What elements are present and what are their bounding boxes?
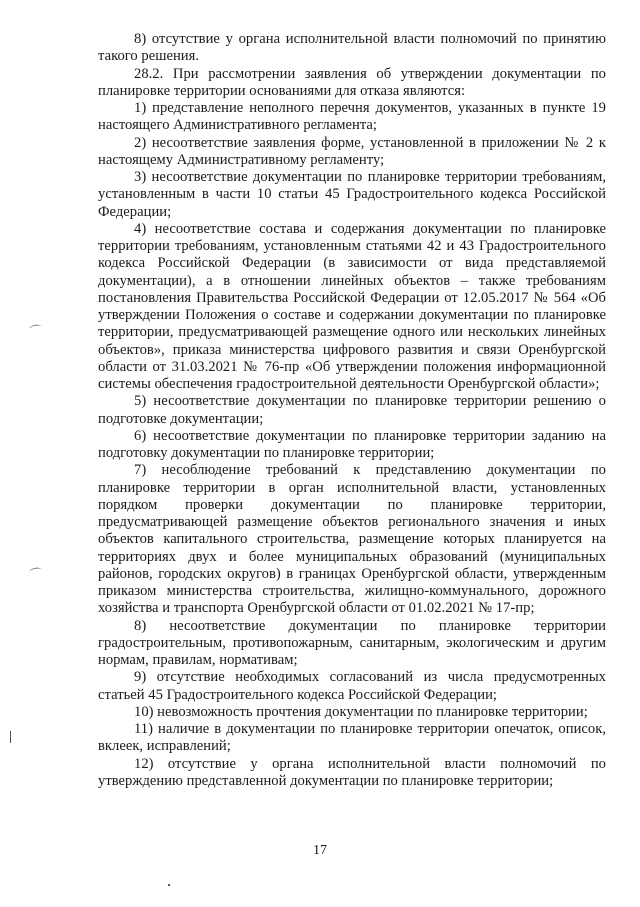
paragraph: 4) несоответствие состава и содержания документации по планировке территории требованиям, установленным статьями 42 и 43 Градостроительного кодекса Российской Федерации (в зависимости от вида представляемой документации), а в отношении линейных объектов – также требованиям постановления Правительства Российской Федерации от 12.05.2017 № 564 «Об утверждении Положения о составе и содержании документации по планировке территории, предусматривающей размещение одного или нескольких линейных объектов», приказа министерства цифрового развития и связи Оренбургской области от 31.03.2021 № 76-пр «Об утверждении положения информационной системы обеспечения градостроительной деятельности Оренбургской области»; xyxy=(98,220,606,392)
paragraph: 12) отсутствие у органа исполнительной власти полномочий по утверждению представленной документации по планировке территории; xyxy=(98,755,606,789)
document-body xyxy=(98,31,606,790)
scan-artifact-dot xyxy=(168,884,170,886)
paragraph: 11) наличие в документации по планировке территории опечаток, описок, вклеек, исправлений; xyxy=(98,721,606,755)
scan-artifact-mark: ⌒ xyxy=(28,322,44,340)
scan-artifact-line xyxy=(10,731,11,743)
paragraph: 8) несоответствие документации по планировке территории градостроительным, противопожарным, санитарным, экологическим и другим нормам, правилам, нормативам; xyxy=(98,617,606,668)
paragraph: 5) несоответствие документации по планировке территории решению о подготовке документации; xyxy=(98,393,606,427)
paragraph: 2) несоответствие заявления форме, установленной в приложении № 2 к настоящему Административному регламенту; xyxy=(98,134,606,168)
paragraph: 7) несоблюдение требований к представлению документации по планировке территории в орган исполнительной власти, установленных порядком проверки документации по планировке территории, предусматривающей размещение объектов регионального значения и иных объектов капитального строительства, размещение которых планируется на территориях двух и более муниципальных образований (муниципальных районов, городских округов) в границах Оренбургской области, утвержденным приказом министерства строительства, жилищно-коммунального, дорожного хозяйства и транспорта Оренбургской области от 01.02.2021 № 17-пр; xyxy=(98,462,606,617)
paragraph: 9) отсутствие необходимых согласований из числа предусмотренных статьей 45 Градостроительного кодекса Российской Федерации; xyxy=(98,669,606,703)
page-number: 17 xyxy=(313,843,327,858)
paragraph: 1) представление неполного перечня документов, указанных в пункте 19 настоящего Административного регламента; xyxy=(98,100,606,134)
paragraph: 8) отсутствие у органа исполнительной власти полномочий по принятию такого решения. xyxy=(98,31,606,65)
paragraph: 28.2. При рассмотрении заявления об утверждении документации по планировке территории основаниями для отказа являются: xyxy=(98,65,606,99)
paragraph: 3) несоответствие документации по планировке территории требованиям, установленным в части 10 статьи 45 Градостроительного кодекса Российской Федерации; xyxy=(98,169,606,220)
paragraph: 6) несоответствие документации по планировке территории заданию на подготовку документации по планировке территории; xyxy=(98,427,606,461)
paragraph: 10) невозможность прочтения документации по планировке территории; xyxy=(134,703,588,720)
scan-artifact-mark: ⌒ xyxy=(28,565,44,583)
